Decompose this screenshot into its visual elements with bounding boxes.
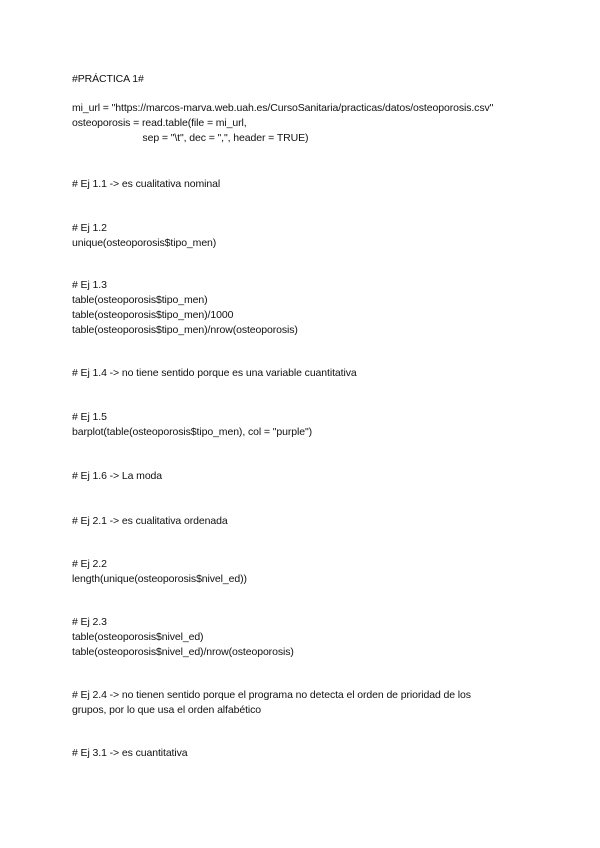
practice-title: #PRÁCTICA 1# bbox=[72, 73, 144, 85]
comment-ej-2-3: # Ej 2.3 bbox=[72, 616, 107, 628]
code-line-read-args: sep = "\t", dec = ",", header = TRUE) bbox=[72, 132, 309, 144]
comment-ej-2-2: # Ej 2.2 bbox=[72, 558, 107, 570]
comment-ej-1-4: # Ej 1.4 -> no tiene sentido porque es una variable cuantitativa bbox=[72, 367, 357, 379]
comment-ej-1-2: # Ej 1.2 bbox=[72, 222, 107, 234]
comment-ej-3-1: # Ej 3.1 -> es cuantitativa bbox=[72, 747, 188, 759]
code-line-barplot: barplot(table(osteoporosis$tipo_men), col = "purple") bbox=[72, 426, 312, 438]
code-line-table-nivel-nrow: table(osteoporosis$nivel_ed)/nrow(osteoporosis) bbox=[72, 646, 294, 658]
comment-ej-1-5: # Ej 1.5 bbox=[72, 411, 107, 423]
comment-ej-1-6: # Ej 1.6 -> La moda bbox=[72, 470, 163, 482]
comment-ej-2-1: # Ej 2.1 -> es cualitativa ordenada bbox=[72, 515, 228, 527]
comment-ej-2-4-cont: grupos, por lo que usa el orden alfabético bbox=[72, 704, 262, 716]
code-line-table: table(osteoporosis$tipo_men) bbox=[72, 294, 208, 306]
code-line-table-nivel: table(osteoporosis$nivel_ed) bbox=[72, 631, 204, 643]
code-line-url: mi_url = "https://marcos-marva.web.uah.es/CursoSanitaria/practicas/datos/osteoporosis.csv" bbox=[72, 102, 494, 114]
comment-ej-1-3: # Ej 1.3 bbox=[72, 279, 107, 291]
comment-ej-1-1: # Ej 1.1 -> es cualitativa nominal bbox=[72, 178, 221, 190]
code-line-unique: unique(osteoporosis$tipo_men) bbox=[72, 237, 217, 249]
code-line-length: length(unique(osteoporosis$nivel_ed)) bbox=[72, 573, 247, 585]
comment-ej-2-4: # Ej 2.4 -> no tienen sentido porque el programa no detecta el orden de prioridad de los bbox=[72, 689, 471, 701]
code-line-table-nrow: table(osteoporosis$tipo_men)/nrow(osteoporosis) bbox=[72, 324, 298, 336]
code-line-table-1000: table(osteoporosis$tipo_men)/1000 bbox=[72, 309, 234, 321]
code-line-read: osteoporosis = read.table(file = mi_url, bbox=[72, 117, 247, 129]
